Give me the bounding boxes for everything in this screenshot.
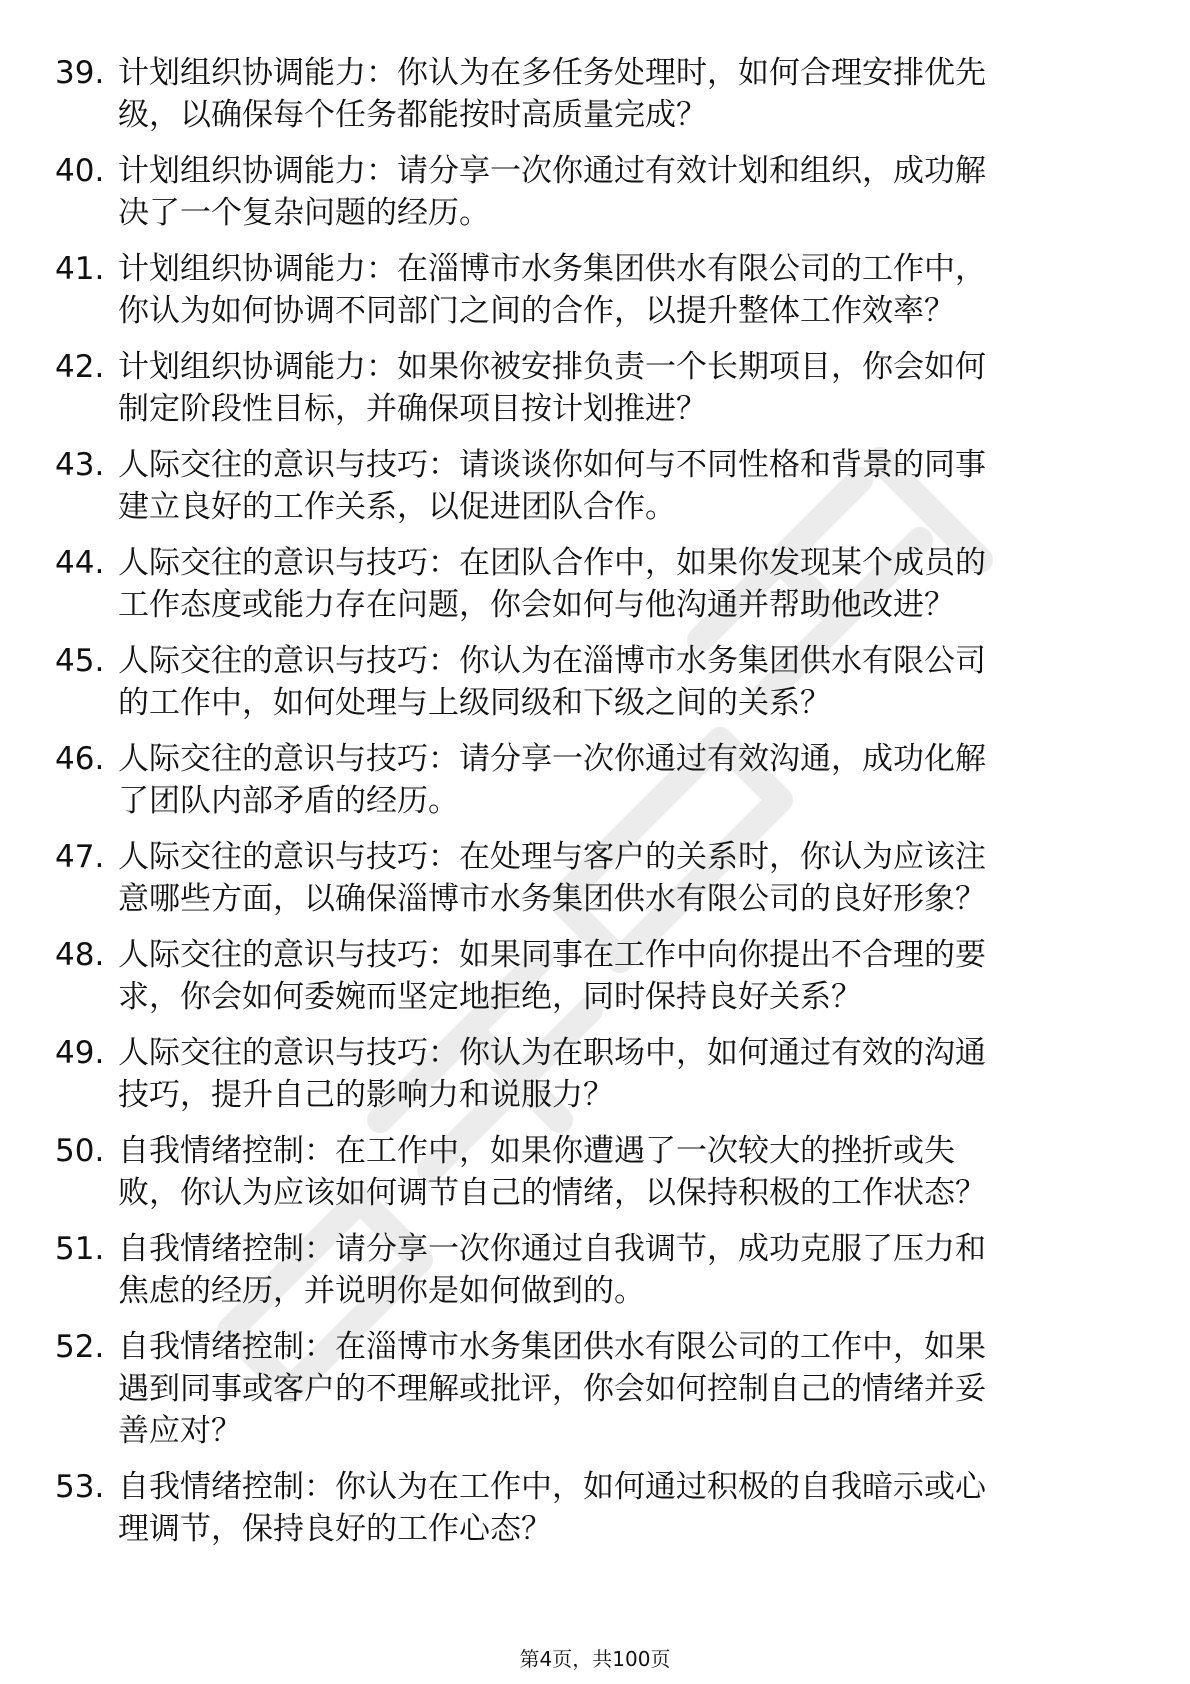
question-text: 人际交往的意识与技巧：在团队合作中，如果你发现某个成员的 工作态度或能力存在问题，你会如何与他沟通并帮助他改进？ <box>118 545 986 623</box>
question-text: 自我情绪控制：在工作中，如果你遭遇了一次较大的挫折或失 败，你认为应该如何调节自己的情绪，以保持积极的工作状态？ <box>118 1133 986 1211</box>
question-item <box>0 346 1190 430</box>
question-number: 50. <box>55 1133 105 1169</box>
question-item <box>0 1466 1190 1550</box>
question-number: 45. <box>55 643 105 679</box>
question-text: 计划组织协调能力：你认为在多任务处理时，如何合理安排优先 级，以确保每个任务都能按时高质量完成？ <box>118 55 986 133</box>
question-text: 人际交往的意识与技巧：如果同事在工作中向你提出不合理的要 求，你会如何委婉而坚定地拒绝，同时保持良好关系？ <box>118 937 986 1015</box>
question-number: 42. <box>55 349 105 385</box>
question-item <box>0 836 1190 920</box>
question-item <box>0 640 1190 724</box>
question-text: 人际交往的意识与技巧：你认为在淄博市水务集团供水有限公司 的工作中，如何处理与上级同级和下级之间的关系？ <box>118 643 986 721</box>
question-item <box>0 1326 1190 1452</box>
question-number: 47. <box>55 839 105 875</box>
question-item <box>0 1228 1190 1312</box>
question-text: 人际交往的意识与技巧：在处理与客户的关系时，你认为应该注 意哪些方面，以确保淄博市水务集团供水有限公司的良好形象？ <box>118 839 986 917</box>
question-text: 人际交往的意识与技巧：请谈谈你如何与不同性格和背景的同事 建立良好的工作关系，以促进团队合作。 <box>118 447 986 525</box>
question-text: 自我情绪控制：请分享一次你通过自我调节，成功克服了压力和 焦虑的经历，并说明你是如何做到的。 <box>118 1231 986 1309</box>
question-item <box>0 52 1190 136</box>
question-text: 计划组织协调能力：在淄博市水务集团供水有限公司的工作中， 你认为如何协调不同部门之间的合作，以提升整体工作效率？ <box>118 251 986 329</box>
question-item <box>0 934 1190 1018</box>
question-item <box>0 542 1190 626</box>
question-item <box>0 150 1190 234</box>
question-item <box>0 444 1190 528</box>
question-text: 计划组织协调能力：如果你被安排负责一个长期项目，你会如何 制定阶段性目标，并确保项目按计划推进？ <box>118 349 986 427</box>
question-number: 52. <box>55 1329 105 1365</box>
question-text: 自我情绪控制：在淄博市水务集团供水有限公司的工作中，如果 遇到同事或客户的不理解或批评，你会如何控制自己的情绪并妥 善应对？ <box>118 1329 986 1449</box>
question-number: 43. <box>55 447 105 483</box>
question-item <box>0 1032 1190 1116</box>
question-item <box>0 248 1190 332</box>
question-number: 40. <box>55 153 105 189</box>
question-number: 46. <box>55 741 105 777</box>
question-number: 53. <box>55 1469 105 1505</box>
question-number: 51. <box>55 1231 105 1267</box>
question-number: 48. <box>55 937 105 973</box>
question-item <box>0 1130 1190 1214</box>
page-number: 第4页，共100页 <box>519 1647 671 1671</box>
question-number: 39. <box>55 55 105 91</box>
question-number: 41. <box>55 251 105 287</box>
question-text: 人际交往的意识与技巧：请分享一次你通过有效沟通，成功化解 了团队内部矛盾的经历。 <box>118 741 986 819</box>
question-text: 计划组织协调能力：请分享一次你通过有效计划和组织，成功解 决了一个复杂问题的经历。 <box>118 153 986 231</box>
question-list <box>0 52 1190 1564</box>
question-item <box>0 738 1190 822</box>
question-number: 49. <box>55 1035 105 1071</box>
question-text: 人际交往的意识与技巧：你认为在职场中，如何通过有效的沟通 技巧，提升自己的影响力和说服力？ <box>118 1035 986 1113</box>
question-text: 自我情绪控制：你认为在工作中，如何通过积极的自我暗示或心 理调节，保持良好的工作心态？ <box>118 1469 986 1547</box>
question-number: 44. <box>55 545 105 581</box>
